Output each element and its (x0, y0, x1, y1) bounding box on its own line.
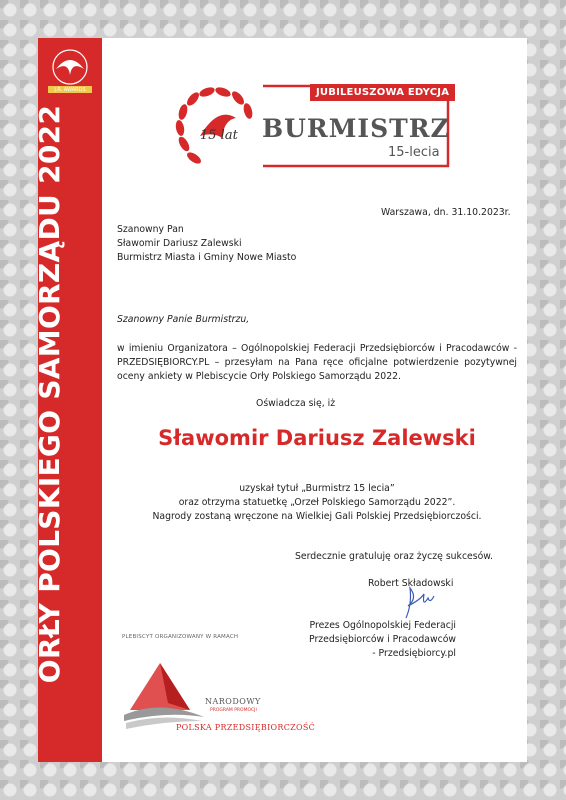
declaration: Oświadcza się, iż (256, 398, 336, 409)
role-line: - Przedsiębiorcy.pl (372, 648, 456, 659)
jubilee-edition-badge: JUBILEUSZOWA EDYCJA (310, 84, 455, 101)
role-line: Prezes Ogólnopolskiej Federacji (309, 620, 456, 631)
letter-date: Warszawa, dn. 31.10.2023r. (381, 207, 511, 218)
recipient-name: Sławomir Dariusz Zalewski (158, 426, 476, 450)
logo-text-line2: PROGRAM PROMOCJI (210, 708, 257, 713)
award-line: Nagrody zostaną wręczone na Wielkiej Gali Polskiej Przedsiębiorczości. (152, 511, 482, 522)
emblem-text: 15 lat (200, 128, 238, 143)
logo-text-line3: POLSKA PRZEDSIĘBIORCZOŚĆ (176, 723, 316, 732)
address-line: Burmistrz Miasta i Gminy Nowe Miasto (117, 252, 297, 263)
signer-role (300, 619, 456, 661)
body-paragraph: w imieniu Organizatora – Ogólnopolskiej Federacji Przedsiębiorców i Pracodawców - PRZEDSIĘBIORCY.PL – przesyłam na Pana ręce oficjalne potwierdzenie pozytywnej oceny ankiety w Plebiscycie Orły Polskiego Samorządu 2022. (117, 343, 517, 382)
signer-name: Robert Składowski (368, 578, 454, 589)
address-line: Sławomir Dariusz Zalewski (117, 238, 242, 249)
sidebar-title: ORŁY POLSKIEGO SAMORZĄDU 2022 (33, 104, 66, 684)
handwritten-signature-icon (398, 584, 438, 622)
brand-title: BURMISTRZ (262, 114, 450, 143)
recipient-address (117, 223, 296, 265)
award-line: oraz otrzyma statuetkę „Orzeł Polskiego Samorządu 2022”. (178, 497, 456, 508)
award-badge-text: J.R. AWARDS (54, 87, 86, 93)
address-line: Szanowny Pan (117, 224, 184, 235)
congratulations: Serdecznie gratuluję oraz życzę sukcesów. (295, 551, 494, 562)
salutation: Szanowny Panie Burmistrzu, (117, 314, 250, 325)
award-text (117, 482, 517, 524)
award-line: uzyskał tytuł „Burmistrz 15 lecia” (239, 483, 395, 494)
brand-subtitle: 15-lecia (388, 145, 440, 160)
logo-text-line1: NARODOWY (205, 697, 261, 706)
plebiscite-caption: PLEBISCYT ORGANIZOWANY W RAMACH (122, 634, 239, 640)
role-line: Przedsiębiorców i Pracodawców (309, 634, 456, 645)
